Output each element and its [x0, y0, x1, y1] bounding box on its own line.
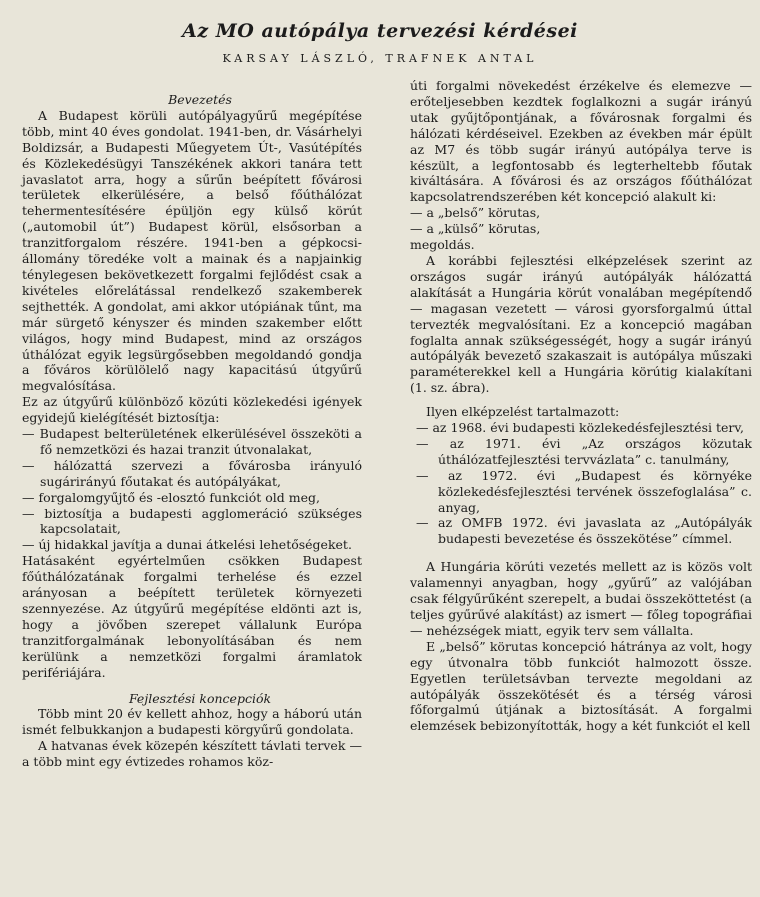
paragraph: Ilyen elképzelést tartalmazott:: [426, 404, 620, 420]
list-item: — az OMFB 1972. évi javaslata az „Autópályák budapesti bevezetése és összekötése” címmel.: [410, 515, 752, 547]
article-title: Az MO autópálya tervezési kérdései: [182, 20, 578, 42]
section-heading-concepts: Fejlesztési koncepciók: [128, 690, 272, 706]
benefits-list: [22, 426, 362, 553]
list-item: — az 1971. évi „Az országos közutak úthálózatfejlesztési tervvázlata” c. tanulmány,: [410, 436, 752, 468]
list-item: — az 1968. évi budapesti közlekedésfejlesztési terv,: [410, 420, 752, 436]
list-item: — hálózattá szervezi a fővárosba irányuló sugárirányú főutakat és autópályákat,: [22, 458, 362, 490]
paragraph: úti forgalmi növekedést érzékelve és elemezve — erőteljesebben kezdtek foglalkozni a sugár irányú utak gyűjtőpontjának, a fővárosnak forgalmi és hálózati kérdéseivel. Ezekben az években már épült az M7 és több sugár irányú autópálya terve is készült, a legfontosabb és legterheltebb főutak kiváltására. A fővárosi és az országos főúthálózat kapcsolatrendszerében két koncepció alakult ki:: [410, 78, 752, 205]
paragraph: megoldás.: [410, 237, 475, 253]
paragraph: Hatásaként egyértelműen csökken Budapest főúthálózatának forgalmi terhelése és ezzel arányosan a beépített területek környezeti szennyezése. Az útgyűrű megépítése eldönti azt is, hogy a jövőben szerepet vállalunk Európa tranzitforgalmának lebonyolításában és nem kerülünk a nemzetközi forgalmi áramlatok perifériájára.: [22, 553, 362, 680]
plans-list: [410, 420, 752, 547]
list-item: — biztosítja a budapesti agglomeráció szükséges kapcsolatait,: [22, 506, 362, 538]
left-column: [22, 92, 362, 770]
list-item: — Budapest belterületének elkerülésével összeköti a fő nemzetközi és hazai tranzit útvonalakat,: [22, 426, 362, 458]
article-authors: KARSAY LÁSZLÓ, TRAFNEK ANTAL: [222, 52, 538, 65]
paragraph: A Hungária körúti vezetés mellett az is közös volt valamennyi anyagban, hogy „gyűrű” az valójában csak félgyűrűként szerepelt, a budai összeköttetést (a teljes gyűrűvé alakítást) az ismert — főleg topográfiai — nehézségek miatt, egyik terv sem vállalta.: [410, 559, 752, 638]
paragraph: Több mint 20 év kellett ahhoz, hogy a háború után ismét felbukkanjon a budapesti körgyűrű gondolata.: [22, 706, 362, 738]
list-item: — a „belső” körutas,: [410, 205, 752, 221]
concept-list: [410, 205, 752, 237]
paragraph: A Budapest körüli autópályagyűrű megépítése több, mint 40 éves gondolat. 1941-ben, dr. Vásárhelyi Boldizsár, a Budapesti Műegyetem Út-, Vasútépítés és Közlekedésügyi Tanszékének akkori tanára tett javaslatot arra, hogy a sűrűn beépített fővárosi területek elkerülésére, a belső főúthálózat tehermentesítésére épüljön egy külső körút („automobil út”) Budapest körül, elsősorban a tranzitforgalom részére. 1941-ben a gépkocsi-állomány töredéke volt a mainak és a napjainkig ténylegesen bekövetkezett forgalmi fejlődést csak a kivételes előrelátással rendelkező szakemberek sejthették. A gondolat, ami akkor utópiának tűnt, ma már sürgető kényszer és minden szakember előtt világos, hogy mind Budapest, mind az országos úthálózat egyik legsürgősebben megoldandó gondja a főváros körülölelő nagy kapacitású útgyűrű megvalósítása.: [22, 107, 362, 394]
paragraph: E „belső” körutas koncepció hátránya az volt, hogy egy útvonalra több funkciót halmozott össze. Egyetlen területsávban tervezte megoldani az autópályák összekötését és a térség városi főforgalmú útjának a biztosítását. A forgalmi elemzések bebizonyították, hogy a két funkciót el kell: [410, 638, 752, 734]
list-item: — forgalomgyűjtő és -elosztó funkciót old meg,: [22, 490, 362, 506]
paragraph: Ez az útgyűrű különböző közúti közlekedési igények egyidejű kielégítését biztosítja:: [22, 394, 362, 426]
paragraph: A korábbi fejlesztési elképzelések szerint az országos sugár irányú autópályák hálózattá alakítását a Hungária körút vonalában megépítendő — magasan vezetett — városi gyorsforgalmú úttal tervezték megvalósítani. Ez a koncepció magában foglalta annak szükségességét, hogy a sugár irányú autópályák bevezető szakaszait is autópálya műszaki paraméterekkel kell a Hungária körútig kialakítani (1. sz. ábra).: [410, 252, 752, 396]
paragraph: A hatvanas évek közepén készített távlati tervek — a több mint egy évtizedes rohamos köz-: [22, 738, 362, 770]
list-item: — az 1972. évi „Budapest és környéke közlekedésfejlesztési tervének összefoglalása” c. anyag,: [410, 468, 752, 516]
list-item: — a „külső” körutas,: [410, 221, 752, 237]
section-heading-introduction: Bevezetés: [168, 92, 232, 107]
list-item: — új hidakkal javítja a dunai átkelési lehetőségeket.: [22, 537, 362, 553]
right-column: [410, 78, 752, 734]
